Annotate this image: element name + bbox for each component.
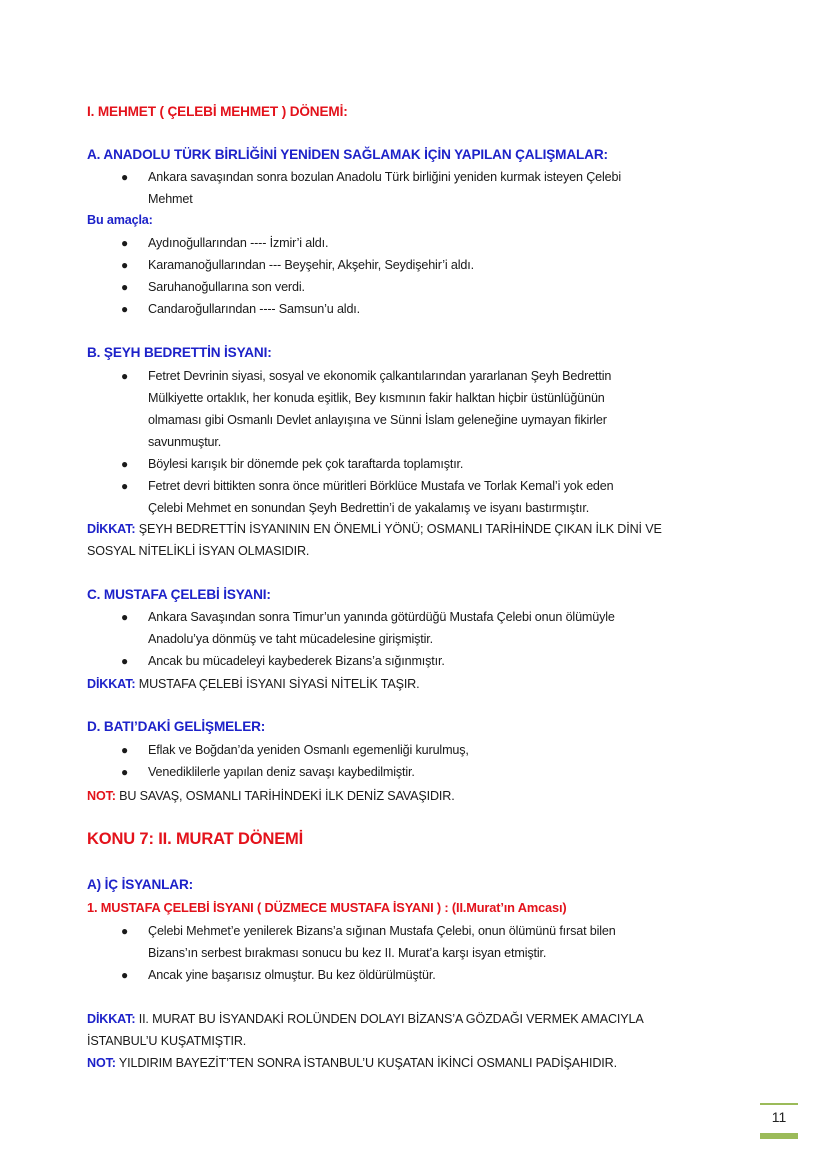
bullet-icon: ● (121, 302, 129, 316)
note: DİKKAT: ŞEYH BEDRETTİN İSYANININ EN ÖNEMLİ YÖNÜ; OSMANLI TARİHİNDE ÇIKAN İLK DİNİ VE (87, 522, 662, 536)
bullet-icon: ● (121, 369, 129, 383)
list-item: ● Eflak ve Boğdan’da yeniden Osmanlı egemenliği kurulmuş, (121, 743, 469, 757)
topic-heading: KONU 7: II. MURAT DÖNEMİ (87, 830, 304, 848)
list-item-cont: Çelebi Mehmet en sonundan Şeyh Bedrettin’i de yakalamış ve isyanı bastırmıştır. (148, 501, 590, 515)
note-cont: SOSYAL NİTELİKLİ İSYAN OLMASIDIR. (87, 544, 310, 558)
list-item: ● Karamanoğullarından --- Beyşehir, Akşehir, Seydişehir’i aldı. (121, 258, 474, 272)
section-b-heading: B. ŞEYH BEDRETTİN İSYANI: (87, 345, 272, 360)
list-item-cont: olmaması gibi Osmanlı Devlet anlayışına ve Sünni İslam geleneğine uymayan fikirler (148, 413, 607, 427)
bullet-icon: ● (121, 765, 129, 779)
list-item-cont: Mülkiyette ortaklık, her konuda eşitlik, Bey kısmının fakir halktan hiçbir üstünlüğünün (148, 391, 605, 405)
list-item: ● Saruhanoğullarına son verdi. (121, 280, 305, 294)
list-item: ● Fetret devri bittikten sonra önce müritleri Börklüce Mustafa ve Torlak Kemal’i yok eden (121, 479, 614, 493)
list-item-cont: savunmuştur. (148, 435, 222, 449)
bullet-icon: ● (121, 170, 129, 184)
bullet-icon: ● (121, 654, 129, 668)
list-item: ● Ancak bu mücadeleyi kaybederek Bizans’a sığınmıştır. (121, 654, 445, 668)
section-c-heading: C. MUSTAFA ÇELEBİ İSYANI: (87, 587, 271, 602)
bullet-icon: ● (121, 236, 129, 250)
note: DİKKAT: II. MURAT BU İSYANDAKİ ROLÜNDEN DOLAYI BİZANS’A GÖZDAĞI VERMEK AMACIYLA (87, 1012, 644, 1026)
bullet-icon: ● (121, 610, 129, 624)
note: NOT: YILDIRIM BAYEZİT’TEN SONRA İSTANBUL’U KUŞATAN İKİNCİ OSMANLI PADİŞAHIDIR. (87, 1056, 617, 1070)
list-item: ● Ankara savaşından sonra bozulan Anadolu Türk birliğini yeniden kurmak isteyen Çelebi (121, 170, 622, 184)
note: NOT: BU SAVAŞ, OSMANLI TARİHİNDEKİ İLK DENİZ SAVAŞIDIR. (87, 789, 455, 803)
page-number: 11 (771, 1109, 787, 1125)
bullet-icon: ● (121, 457, 129, 471)
section-a-label: Bu amaçla: (87, 213, 153, 227)
bullet-icon: ● (121, 924, 129, 938)
list-item: ● Venediklilerle yapılan deniz savaşı kaybedilmiştir. (121, 765, 415, 779)
list-item-cont: Bizans’ın serbest bırakması sonucu bu kez II. Murat’a karşı isyan etmiştir. (148, 946, 547, 960)
subsubsection-heading: 1. MUSTAFA ÇELEBİ İSYANI ( DÜZMECE MUSTAFA İSYANI ) : (II.Murat’ın Amcası) (87, 900, 567, 915)
bullet-icon: ● (121, 743, 129, 757)
list-item-cont: Mehmet (148, 192, 193, 206)
list-item: ● Böylesi karışık bir dönemde pek çok taraftarda toplamıştır. (121, 457, 464, 471)
section-d-heading: D. BATI’DAKİ GELİŞMELER: (87, 719, 266, 734)
section-a-heading: A. ANADOLU TÜRK BİRLİĞİNİ YENİDEN SAĞLAMAK İÇİN YAPILAN ÇALIŞMALAR: (87, 147, 608, 162)
list-item: ● Ancak yine başarısız olmuştur. Bu kez öldürülmüştür. (121, 968, 436, 982)
page-title: I. MEHMET ( ÇELEBİ MEHMET ) DÖNEMİ: (87, 104, 348, 119)
note: DİKKAT: MUSTAFA ÇELEBİ İSYANI SİYASİ NİTELİK TAŞIR. (87, 677, 420, 691)
note-cont: İSTANBUL’U KUŞATMIŞTIR. (87, 1034, 247, 1048)
list-item: ● Candaroğullarından ---- Samsun’u aldı. (121, 302, 361, 316)
bullet-icon: ● (121, 280, 129, 294)
list-item-cont: Anadolu’ya dönmüş ve taht mücadelesine girişmiştir. (148, 632, 433, 646)
page-number-box (760, 1103, 798, 1141)
list-item: ● Çelebi Mehmet’e yenilerek Bizans’a sığınan Mustafa Çelebi, onun ölümünü fırsat bilen (121, 924, 616, 938)
divider (760, 1103, 798, 1105)
divider (760, 1133, 798, 1139)
subsection-heading: A) İÇ İSYANLAR: (87, 877, 194, 892)
bullet-icon: ● (121, 479, 129, 493)
bullet-icon: ● (121, 258, 129, 272)
list-item: ● Aydınoğullarından ---- İzmir’i aldı. (121, 236, 329, 250)
bullet-icon: ● (121, 968, 129, 982)
list-item: ● Ankara Savaşından sonra Timur’un yanında götürdüğü Mustafa Çelebi onun ölümüyle (121, 610, 615, 624)
list-item: ● Fetret Devrinin siyasi, sosyal ve ekonomik çalkantılarından yararlanan Şeyh Bedrettin (121, 369, 612, 383)
